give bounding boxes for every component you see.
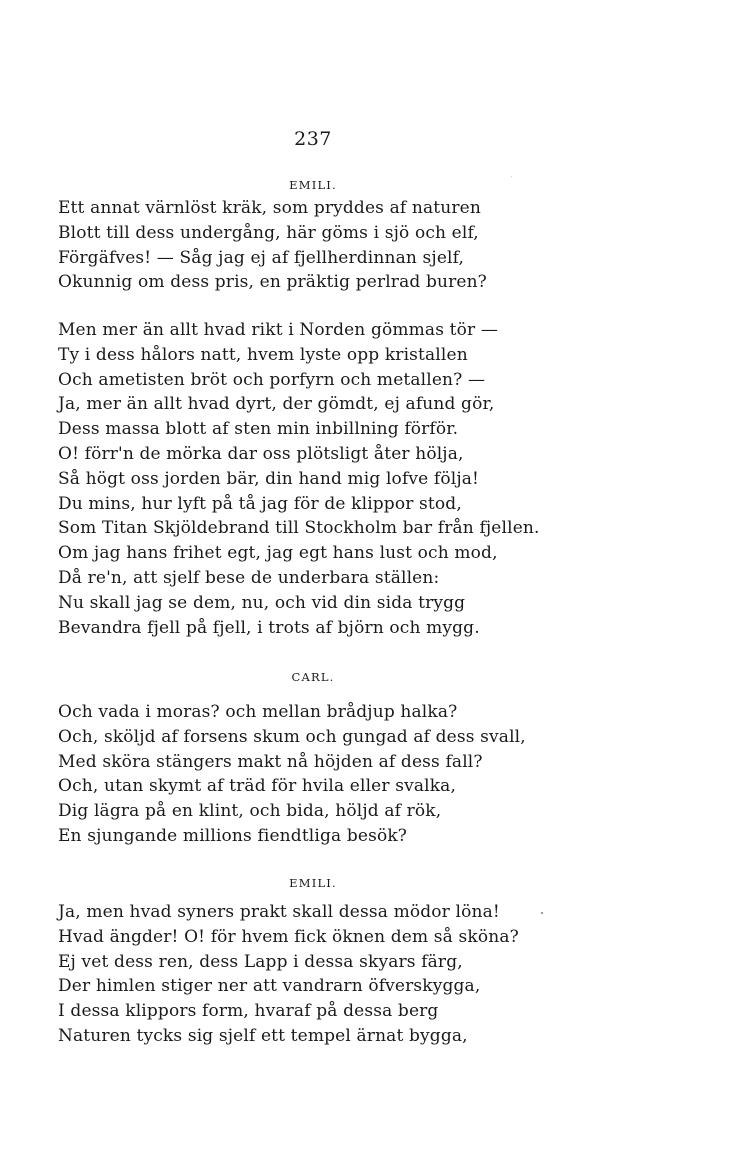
- verse-line: Ett annat värnlöst kräk, som pryddes af naturen: [58, 198, 481, 218]
- verse-line: Och, sköljd af forsens skum och gungad af dess svall,: [58, 726, 526, 747]
- speaker-heading: EMILI.: [289, 876, 337, 890]
- ink-speck: [541, 912, 543, 914]
- verse-line: Blott till dess undergång, här göms i sjö och elf,: [58, 222, 479, 243]
- verse-line: Och ametisten bröt och porfyrn och metallen? —: [58, 369, 486, 390]
- verse-line: Okunnig om dess pris, en präktig perlrad buren?: [58, 272, 487, 293]
- verse-line: Der himlen stiger ner att vandrarn öfverskygga,: [58, 976, 481, 997]
- verse-line: Som Titan Skjöldebrand till Stockholm bar från fjellen.: [58, 518, 540, 539]
- verse-line: Naturen tycks sig sjelf ett tempel ärnat bygga,: [58, 1025, 468, 1046]
- verse-line: Ej vet dess ren, dess Lapp i dessa skyars färg,: [58, 951, 463, 972]
- verse-line: I dessa klippors form, hvaraf på dessa berg: [58, 1001, 439, 1022]
- verse-line: En sjungande millions fiendtliga besök?: [58, 825, 408, 846]
- stanza: [58, 196, 558, 295]
- verse-line: Ja, men hvad syners prakt skall dessa mödor löna!: [58, 902, 500, 922]
- verse-line: Men mer än allt hvad rikt i Norden gömmas tör —: [58, 320, 498, 340]
- stanza: [58, 700, 558, 849]
- page-number: 237: [294, 128, 332, 150]
- ink-speck: [511, 176, 512, 177]
- verse-line: Hvad ängder! O! för hvem fick öknen dem så sköna?: [58, 926, 519, 947]
- speaker-heading: EMILI.: [289, 178, 337, 192]
- stanza: [58, 318, 558, 640]
- verse-line: Så högt oss jorden bär, din hand mig lofve följa!: [58, 468, 480, 489]
- verse-line: O! förr'n de mörka dar oss plötsligt åter hölja,: [58, 443, 464, 464]
- verse-line: Du mins, hur lyft på tå jag för de klippor stod,: [58, 493, 462, 514]
- verse-line: Dig lägra på en klint, och bida, höljd af rök,: [58, 801, 442, 822]
- verse-line: Nu skall jag se dem, nu, och vid din sida trygg: [58, 592, 466, 613]
- verse-line: Med sköra stängers makt nå höjden af dess fall?: [58, 751, 483, 772]
- verse-line: Ja, mer än allt hvad dyrt, der gömdt, ej afund gör,: [58, 394, 495, 415]
- verse-line: Och vada i moras? och mellan brådjup halka?: [58, 702, 458, 722]
- verse-line: Dess massa blott af sten min inbillning förför.: [58, 419, 459, 440]
- verse-line: Om jag hans frihet egt, jag egt hans lust och mod,: [58, 543, 498, 564]
- verse-line: Då re'n, att sjelf bese de underbara ställen:: [58, 567, 440, 588]
- speaker-heading: CARL.: [291, 670, 335, 684]
- stanza: [58, 900, 558, 1049]
- verse-line: Förgäfves! — Såg jag ej af fjellherdinnan sjelf,: [58, 247, 465, 268]
- verse-line: Bevandra fjell på fjell, i trots af björn och mygg.: [58, 617, 480, 638]
- verse-line: Och, utan skymt af träd för hvila eller svalka,: [58, 776, 457, 797]
- verse-line: Ty i dess hålors natt, hvem lyste opp kristallen: [58, 344, 468, 365]
